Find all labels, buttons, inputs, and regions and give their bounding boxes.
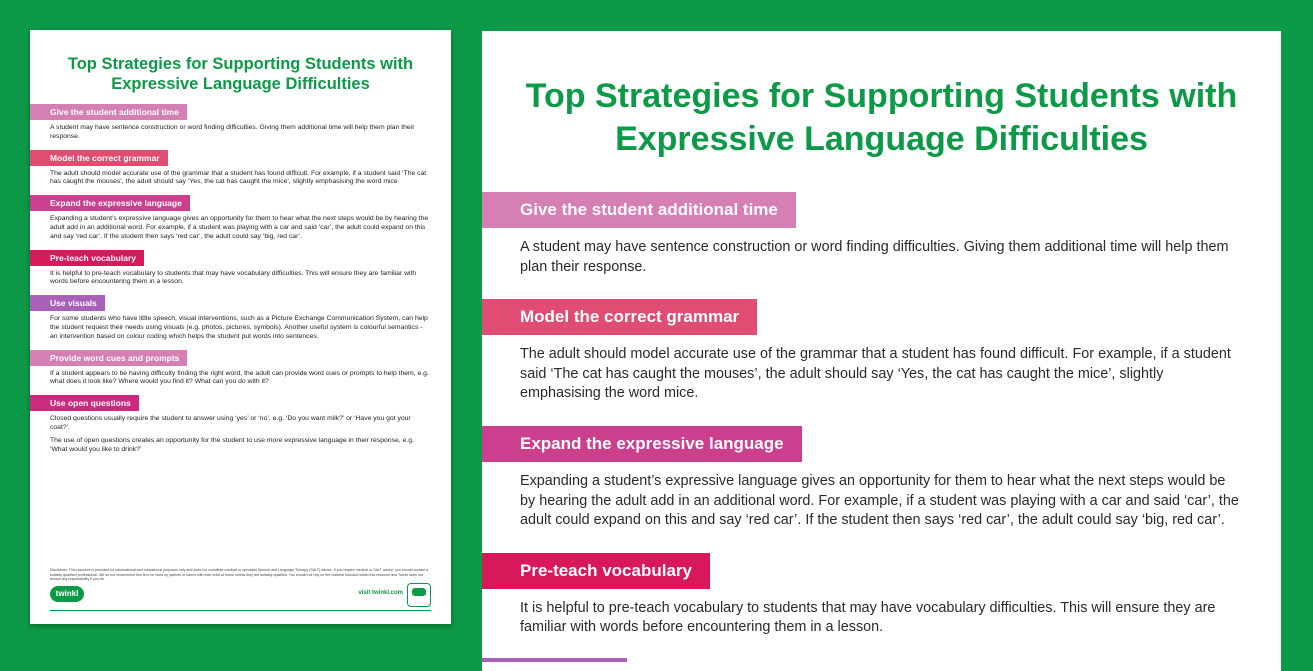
section-body: [50, 370, 429, 388]
zoomed-title: Top Strategies for Supporting Students with Expressive Language Difficulties: [525, 77, 1238, 158]
section-paragraph: The adult should model accurate use of the grammar that a student has found difficult. For example, if a student said ‘The cat has caught the mouses’, the adult should say ‘Yes, the cat has caught the mice’, slightly emphasising the word mice.: [50, 169, 427, 186]
section: [482, 192, 1281, 277]
section-body: [520, 238, 1241, 277]
section: [30, 248, 451, 288]
section-paragraph: Expanding a student’s expressive language gives an opportunity for them to hear what the next steps would be by hearing the adult add in an additional word. For example, if a student was playing with a car and said ‘car’, the adult could expand on this and say ‘red car’. If the student then says ‘red car’, the adult could say ‘big, red car’.: [520, 472, 1239, 529]
section-paragraph: Closed questions usually require the student to answer using ‘yes’ or ‘no’, e.g. ‘Do you want milk?’ or ‘Have you got your coat?’.: [50, 415, 411, 431]
section-body: [50, 215, 429, 241]
thumbnail-sections: [30, 102, 451, 454]
section-paragraph: For some students who have little speech, visual interventions, such as a Picture Exchange Communication System, can help the student request their needs using visuals (e.g. photos, pictures, symbols). Another useful system is colourful semantics - an intervention based on colour coding which helps the student put words into sentences.: [50, 315, 428, 340]
document-thumbnail: [30, 30, 451, 624]
quality-badge-icon: [407, 583, 431, 607]
section-paragraph: Expanding a student’s expressive language gives an opportunity for them to hear what the next steps would be by hearing the adult add in an additional word. For example, if a student was playing with a car and said ‘car’, the adult could expand on this and say ‘red car’. If the student then says ‘red car’, the adult could say ‘big, red car’.: [50, 215, 429, 240]
section: [482, 426, 1281, 531]
section-heading: Expand the expressive language: [30, 195, 190, 211]
section-heading: Model the correct grammar: [482, 299, 757, 335]
section-heading: Use open questions: [30, 395, 139, 411]
section-heading: Pre-teach vocabulary: [482, 553, 710, 589]
section-body: [50, 124, 429, 142]
section-paragraph: The adult should model accurate use of the grammar that a student has found difficult. For example, if a student said ‘The cat has caught the mouses’, the adult should say ‘Yes, the cat has caught the mice’, slightly emphasising the word mice.: [520, 346, 1231, 402]
section-heading: Give the student additional time: [30, 104, 187, 120]
section-paragraph: It is helpful to pre-teach vocabulary to students that may have vocabulary difficulties. This will ensure they are familiar with words before encountering them in a lesson.: [520, 599, 1216, 636]
zoomed-sections: [482, 192, 1281, 662]
section-heading: Model the correct grammar: [30, 150, 168, 166]
disclaimer-text: Disclaimer: This resource is provided for informational and educational purposes only and does not constitute medical or specialist Speech and Language Therapy (SALT) advice. If you require medical or SALT advice, you should contact a suitably qualified professional. We do not recommend this is to be used by parents or carers with their child at home unless they are suitably qualified. You should not rely on the material included within this resource and Twinkl does not accept any responsibility if you do.: [50, 568, 429, 582]
section-body: [520, 599, 1241, 638]
section-body: [520, 472, 1241, 531]
section-body: [50, 415, 429, 454]
section: [30, 293, 451, 341]
section: [30, 348, 451, 388]
section-body: [50, 315, 429, 341]
section-body: [520, 345, 1241, 404]
next-section-heading-edge: [482, 658, 627, 662]
section-heading: Use visuals: [30, 295, 105, 311]
section: [30, 148, 451, 188]
section: [30, 102, 451, 142]
thumbnail-title: Top Strategies for Supporting Students with Expressive Language Difficulties: [67, 55, 414, 93]
section-paragraph: If a student appears to be having difficulty finding the right word, the adult can provide word cues or prompts to help them, e.g. what does it look like? Where would you find it? What can you do with it?: [50, 369, 429, 386]
section-paragraph: It is helpful to pre-teach vocabulary to students that may have vocabulary difficulties. This will ensure they are familiar with words before encountering them in a lesson.: [50, 269, 417, 286]
footer-url: visit twinkl.com: [358, 590, 403, 596]
section-heading: Pre-teach vocabulary: [30, 250, 144, 266]
section-paragraph: A student may have sentence construction or word finding difficulties. Giving them additional time will help them plan their response.: [50, 124, 415, 140]
footer-divider: [50, 610, 431, 611]
section-heading: Provide word cues and prompts: [30, 350, 187, 366]
section-paragraph: The use of open questions creates an opportunity for the student to use more expressive language in their response, e.g. ‘What would you like to drink?’: [50, 436, 414, 453]
section: [30, 393, 451, 454]
section-body: [50, 270, 429, 288]
section-heading: Give the student additional time: [482, 192, 796, 228]
twinkl-logo: twinkl: [50, 586, 84, 602]
section-paragraph: A student may have sentence construction or word finding difficulties. Giving them additional time will help them plan their response.: [520, 239, 1229, 275]
section-body: [50, 170, 429, 188]
section-heading: Expand the expressive language: [482, 426, 802, 462]
document-zoomed-view: [482, 31, 1281, 671]
section: [482, 553, 1281, 638]
section: [482, 299, 1281, 404]
section: [30, 193, 451, 241]
